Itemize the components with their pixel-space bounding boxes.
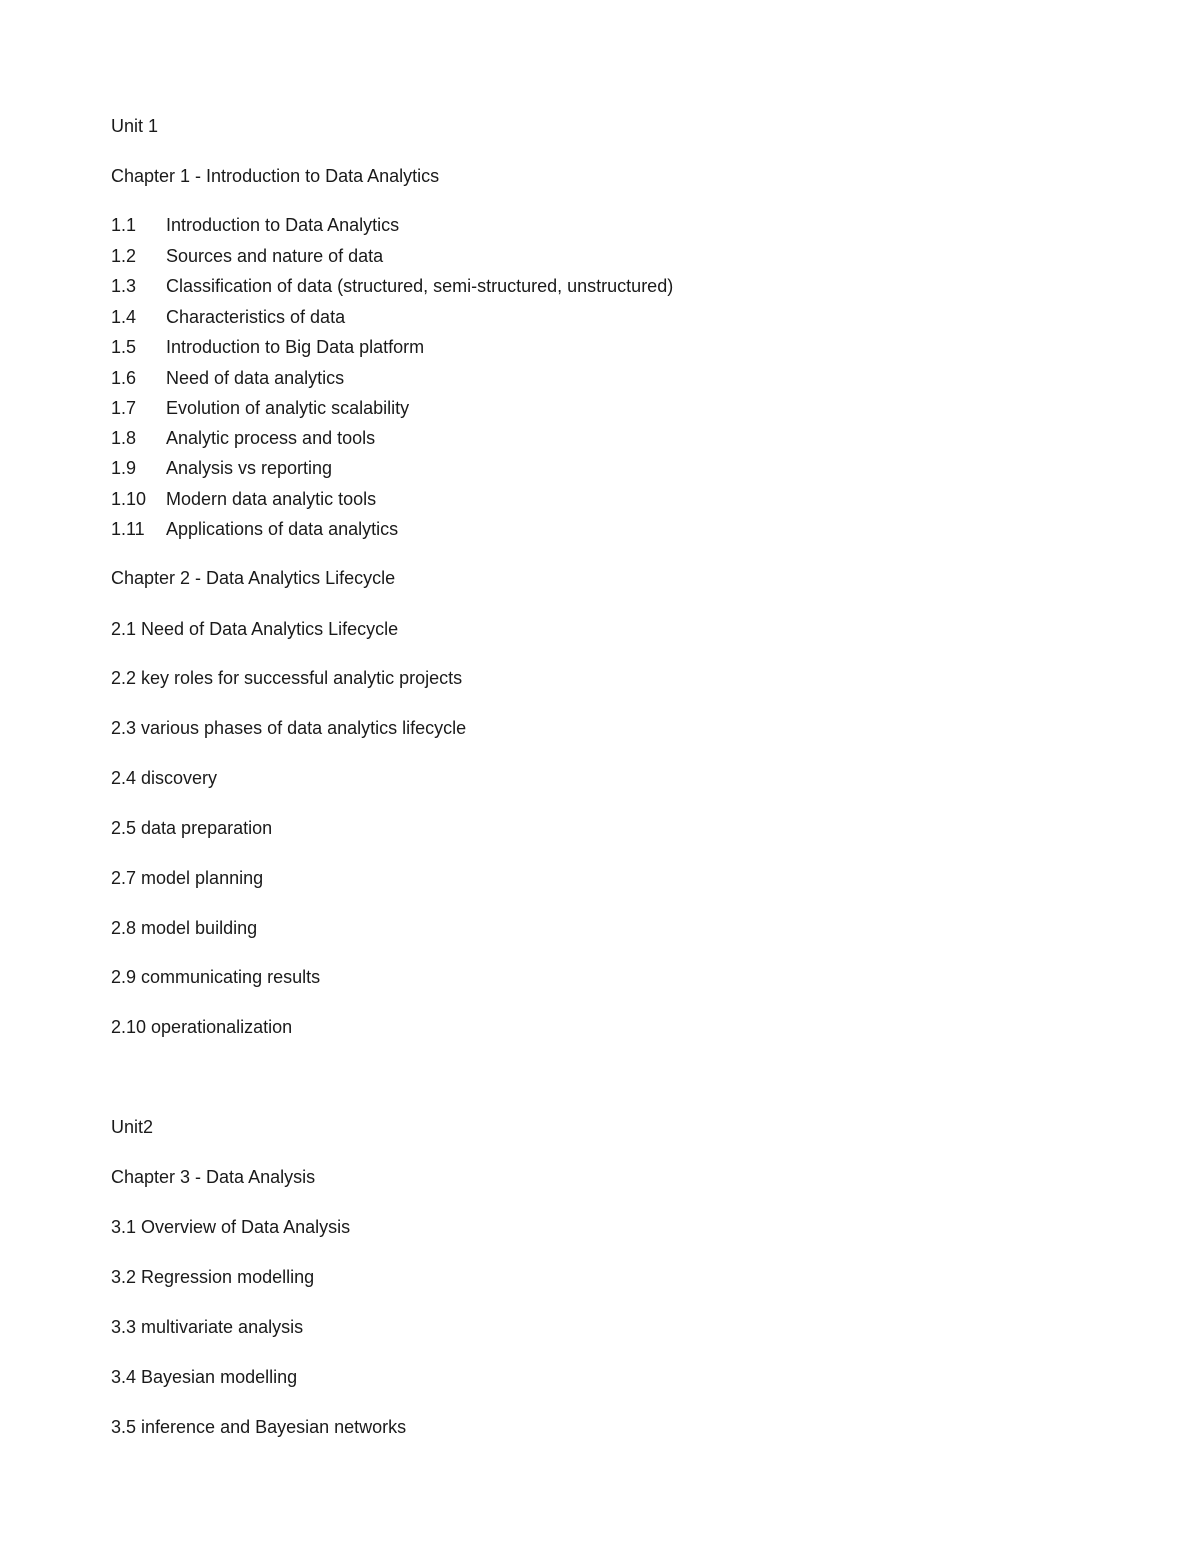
list-item: 2.5 data preparation — [111, 818, 273, 838]
item-text: Applications of data analytics — [166, 519, 399, 539]
item-text: Modern data analytic tools — [166, 489, 377, 509]
list-item — [111, 487, 376, 511]
list-item: 2.10 operationalization — [111, 1017, 293, 1037]
item-number: 1.5 — [111, 337, 137, 357]
chapter-2-heading: Chapter 2 - Data Analytics Lifecycle — [111, 568, 396, 588]
unit-2-heading: Unit2 — [111, 1117, 154, 1137]
item-text: Characteristics of data — [166, 307, 346, 327]
list-item: 2.2 key roles for successful analytic projects — [111, 668, 463, 688]
item-number: 1.4 — [111, 307, 137, 327]
list-item: 2.8 model building — [111, 918, 258, 938]
chapter-3-heading: Chapter 3 - Data Analysis — [111, 1167, 316, 1187]
item-text: Need of data analytics — [166, 368, 345, 388]
item-text: Evolution of analytic scalability — [166, 398, 410, 418]
list-item — [111, 244, 383, 268]
list-item: 3.2 Regression modelling — [111, 1267, 315, 1287]
list-item — [111, 274, 673, 298]
list-item: 2.9 communicating results — [111, 967, 321, 987]
item-number: 1.9 — [111, 458, 137, 478]
chapter-1-heading: Chapter 1 - Introduction to Data Analytics — [111, 166, 440, 186]
list-item: 2.3 various phases of data analytics lifecycle — [111, 718, 467, 738]
list-item: 2.7 model planning — [111, 868, 264, 888]
item-number: 1.1 — [111, 215, 137, 235]
list-item — [111, 213, 399, 237]
list-item: 3.3 multivariate analysis — [111, 1317, 304, 1337]
list-item — [111, 305, 345, 329]
list-item: 2.4 discovery — [111, 768, 218, 788]
list-item — [111, 335, 424, 359]
list-item: 3.5 inference and Bayesian networks — [111, 1417, 407, 1437]
list-item: 3.1 Overview of Data Analysis — [111, 1217, 351, 1237]
item-text: Introduction to Data Analytics — [166, 215, 400, 235]
item-number: 1.7 — [111, 398, 137, 418]
item-number: 1.11 — [111, 519, 145, 539]
item-number: 1.8 — [111, 428, 137, 448]
unit-1-heading: Unit 1 — [111, 116, 159, 136]
list-item: 2.1 Need of Data Analytics Lifecycle — [111, 619, 399, 639]
list-item: 3.4 Bayesian modelling — [111, 1367, 298, 1387]
item-text: Analysis vs reporting — [166, 458, 333, 478]
list-item — [111, 366, 344, 390]
list-item — [111, 426, 375, 450]
item-text: Analytic process and tools — [166, 428, 376, 448]
item-number: 1.3 — [111, 276, 137, 296]
item-text: Sources and nature of data — [166, 246, 384, 266]
item-number: 1.6 — [111, 368, 137, 388]
list-item — [111, 517, 398, 541]
item-text: Introduction to Big Data platform — [166, 337, 425, 357]
item-text: Classification of data (structured, semi-structured, unstructured) — [166, 276, 674, 296]
item-number: 1.10 — [111, 489, 147, 509]
list-item — [111, 396, 409, 420]
list-item — [111, 456, 332, 480]
item-number: 1.2 — [111, 246, 137, 266]
